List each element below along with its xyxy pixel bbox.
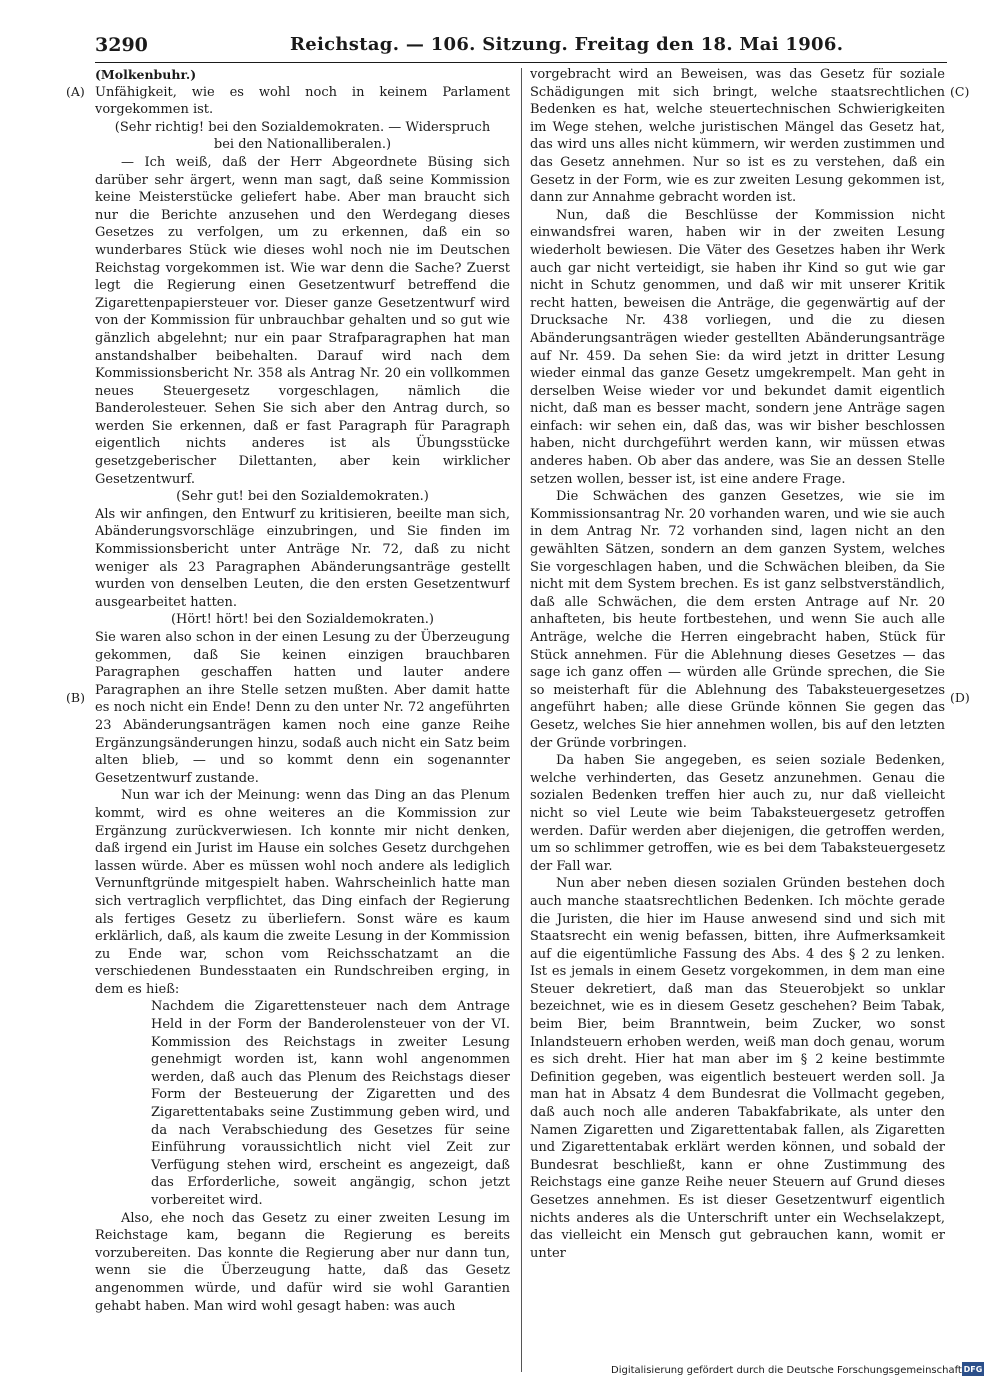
interjection: (Sehr richtig! bei den Sozialdemokraten. — Widerspruch bei den Nationalliberalen.) — [114, 119, 491, 153]
paragraph: Nun war ich der Meinung: wenn das Ding an das Plenum kommt, wird es ohne weiteres an die Kommission zur Ergänzung zurückverwiesen. Ich konnte mir nicht denken, daß irgend ein Jurist im Hause ein solches Gesetz durchgehen lassen würde. Aber es müssen wohl noch andere als lediglich Vernunftgründe mitgespielt haben. Wahrscheinlich hatte man sich vertraglich verpflichtet, das Ding einfach der Regierung als fertiges Gesetz zu überliefern. Sonst wäre es kaum erklärlich, daß, als kaum die zweite Lesung in der Kommission zu Ende war, schon vom Reichsschatzamt an die verschiedenen Bundesstaaten ein Rundschreiben erging, in dem es hieß: — [95, 788, 510, 997]
paragraph: Nun, daß die Beschlüsse der Kommission nicht einwandsfrei waren, haben wir in der zweiten Lesung wiederholt bewiesen. Die Väter des Gesetzes haben ihr Werk auch gar nicht verteidigt, sie haben ihr Kind so gut wie gar nicht in Schutz genommen, und daß wir mit unserer Kritik recht hatten, beweisen die Anträge, die gegenwärtig auf der Drucksache Nr. 438 vorliegen, und die zu diesen Abänderungsanträgen wieder gestellten Abänderungsanträge auf Nr. 459. Da sehen Sie: da wird jetzt in dritter Lesung wieder einmal das ganze Gesetz umgekrempelt. Man geht in derselben Weise wieder vor und bekundet damit eigentlich nicht, daß man es besser macht, sondern jene Anträge sagen einfach: wir sehen ein, daß das, was wir bisher beschlossen haben, nicht durchgeführt werden kann, wir müssen etwas anderes haben. Ob aber das andere, was Sie an dessen Stelle setzen wollen, besser ist, ist eine andere Frage. — [530, 207, 945, 487]
column-divider — [521, 68, 522, 1372]
paragraph: Die Schwächen des ganzen Gesetzes, wie sie im Kommissionsantrag Nr. 20 vorhanden waren, und wie sie auch in dem Antrag Nr. 72 vorhanden sind, lagen nicht an den gewählten Sätzen, sondern an dem ganzen System, welches Sie vorgeschlagen haben, und die Schwächen bleiben, da Sie nicht mit dem System brechen. Es ist ganz selbstverständlich, daß alle Schwächen, die dem ersten Antrage auf Nr. 20 anhafteten, bis heute fortbestehen, und wenn Sie auch alle Anträge, welche die Herren eingebracht haben, Stück für Stück annehmen. Für die Ablehnung dieses Gesetzes — das sage ich ganz offen — würden alle Gründe sprechen, die Sie so meisterhaft für die Ablehnung des Tabaksteuergesetzes angeführt haben; alle diese Gründe können Sie gegen das Gesetz, welches Sie hier annehmen wollen, bis auf den letzten der Gründe vorbringen. — [530, 489, 945, 751]
right-column — [530, 66, 945, 1376]
running-head: Reichstag. — 106. Sitzung. Freitag den 18. Mai 1906. — [290, 34, 844, 55]
margin-letter-d: (D) — [950, 690, 970, 705]
paragraph: Da haben Sie angegeben, es seien soziale Bedenken, welche verhinderten, das Gesetz anzunehmen. Genau die sozialen Bedenken treffen hier auch zu, nur daß vielleicht nicht so viel Leute wie beim Tabaksteuergesetz getroffen werden. Dafür werden aber diejenigen, die getroffen werden, um so schlimmer getroffen, wie es bei dem Tabaksteuergesetz der Fall war. — [530, 753, 945, 874]
paragraph: vorgebracht wird an Beweisen, was das Gesetz für soziale Schädigungen mit sich bringt, welche staatsrechtlichen Bedenken es hat, welche steuertechnischen Schwierigkeiten im Wege stehen, welche juristischen Mängel das Gesetz hat, das wird uns alles nicht kümmern, wir werden zustimmen und das Gesetz annehmen. Nur so ist es zu verstehen, daß ein Gesetz in der Form, wie es zur zweiten Lesung gekommen ist, dann zur Annahme gebracht worden ist. — [530, 67, 945, 206]
header-rule — [95, 62, 947, 63]
paragraph: Nun aber neben diesen sozialen Gründen bestehen doch auch manche staatsrechtlichen Bedenken. Ich möchte gerade die Juristen, die hier im Hause anwesend sind und sich mit Staatsrecht ein wenig befassen, bitten, ihre Aufmerksamkeit auf die eigentümliche Fassung des Abs. 4 des § 2 zu lenken. Ist es jemals in einem Gesetz vorgekommen, in dem man eine Steuer dekretiert, daß man das Steuerobjekt so unklar bezeichnet, wie es in diesem Gesetz geschehen? Beim Tabak, beim Bier, beim Branntwein, beim Zucker, wo sonst Inlandsteuern erhoben werden, weiß man doch genau, worum es sich dreht. Hier hat man aber im § 2 keine bestimmte Definition gegeben, was eigentlich besteuert werden soll. Ja man hat in Absatz 4 dem Bundesrat die Vollmacht gegeben, daß auch noch alle anderen Tabakfabrikate, als unter den Namen Zigaretten und Zigarettentabak fallen, als Zigaretten und Zigarettentabak erklärt werden können, und sobald der Bundesrat beschließt, kann er ohne Zustimmung des Reichstags eine ganze Reihe neuer Steuern auf Grund dieses Gesetzes annehmen. Es ist dieser Gesetzentwurf eigentlich nichts anderes als die Unterschrift unter ein Wechselakzept, das vielleicht ein Mensch gut gebrauchen kann, womit er unter — [530, 876, 945, 1261]
speaker-name: (Molkenbuhr.) — [95, 67, 197, 82]
paragraph: — Ich weiß, daß der Herr Abgeordnete Büsing sich darüber sehr ärgert, wenn man sagt, daß seine Kommission keine Meisterstücke geliefert habe. Aber man braucht sich nur die Berichte anzusehen und den Werdegang dieses Gesetzes zu verfolgen, um zu erkennen, daß ein so wunderbares Stück wie dieses wohl noch nie im Deutschen Reichstag vorgekommen ist. Wie war denn die Sache? Zuerst legt die Regierung einen Gesetzentwurf betreffend die Zigarettenpapiersteuer vor. Dieser ganze Gesetzentwurf wird von der Kommission für unbrauchbar gehalten und so gut wie gänzlich abgelehnt; nur ein paar Strafparagraphen hat man anstandshalber beibehalten. Darauf wird nach dem Kommissionsbericht Nr. 358 als Antrag Nr. 20 ein vollkommen neues Steuergesetz vorgeschlagen, nämlich die Banderolesteuer. Sehen Sie sich aber den Antrag durch, so werden Sie erkennen, daß er fast Paragraph für Paragraph eigentlich nichts anderes ist als Übungsstücke gesetzgeberischer Dilettanten, aber kein wirklicher Gesetzentwurf. — [95, 154, 510, 487]
left-column — [95, 66, 510, 1376]
paragraph: Sie waren also schon in der einen Lesung zu der Überzeugung gekommen, daß Sie keinen einzigen brauchbaren Paragraphen geschaffen hatten und lauter andere Paragraphen an ihre Stelle setzen mußten. Aber damit hatte es noch nicht ein Ende! Denn zu den unter Nr. 72 angeführten 23 Abänderungsanträgen kamen noch eine ganze Reihe Ergänzungsänderungen hinzu, sodaß auch nicht ein Satz beim alten blieb, — und so kommt denn ein sogenannter Gesetzentwurf zustande. — [95, 630, 510, 786]
block-quote: Nachdem die Zigarettensteuer nach dem Antrage Held in der Form der Banderolensteuer von der VI. Kommission des Reichstags in zweiter Lesung genehmigt worden ist, kann wohl angenommen werden, daß auch das Plenum des Reichstags dieser Form der Besteuerung der Zigaretten und des Zigarettentabaks seine Zustimmung geben wird, und da nach Verabschiedung des Gesetzes für seine Einführung voraussichtlich nicht viel Zeit zur Verfügung stehen wird, erscheint es angezeigt, daß das Erforderliche, soweit angängig, schon jetzt vorbereitet wird. — [151, 999, 510, 1208]
paragraph: Unfähigkeit, wie es wohl noch in keinem Parlament vorgekommen ist. — [95, 84, 510, 118]
page-header — [95, 34, 935, 60]
page-number: 3290 — [95, 34, 148, 56]
paragraph: Als wir anfingen, den Entwurf zu kritisieren, beeilte man sich, Abänderungsvorschläge einzubringen, und Sie finden im Kommissionsbericht unter Anträge Nr. 72, daß zu nicht weniger als 23 Paragraphen Abänderungsanträge gestellt wurden von denselben Leuten, die den ersten Gesetzentwurf ausgearbeitet hatten. — [95, 506, 510, 610]
paragraph: Also, ehe noch das Gesetz zu einer zweiten Lesung im Reichstage kam, begann die Regierung es bereits vorzubereiten. Das konnte die Regierung aber nur dann tun, wenn sie die Überzeugung hatte, daß das Gesetz angenommen würde, und dafür wird sie wohl Garantien gehabt haben. Man wird wohl gesagt haben: was auch — [95, 1210, 510, 1314]
digitization-credit: Digitalisierung gefördert durch die Deutsche Forschungsgemeinschaft — [611, 1365, 962, 1376]
margin-letter-b: (B) — [66, 690, 85, 705]
dfg-logo-icon: DFG — [962, 1362, 984, 1376]
interjection: (Hört! hört! bei den Sozialdemokraten.) — [170, 612, 434, 628]
margin-letter-a: (A) — [66, 84, 85, 99]
interjection: (Sehr gut! bei den Sozialdemokraten.) — [176, 489, 429, 505]
margin-letter-c: (C) — [950, 84, 970, 99]
